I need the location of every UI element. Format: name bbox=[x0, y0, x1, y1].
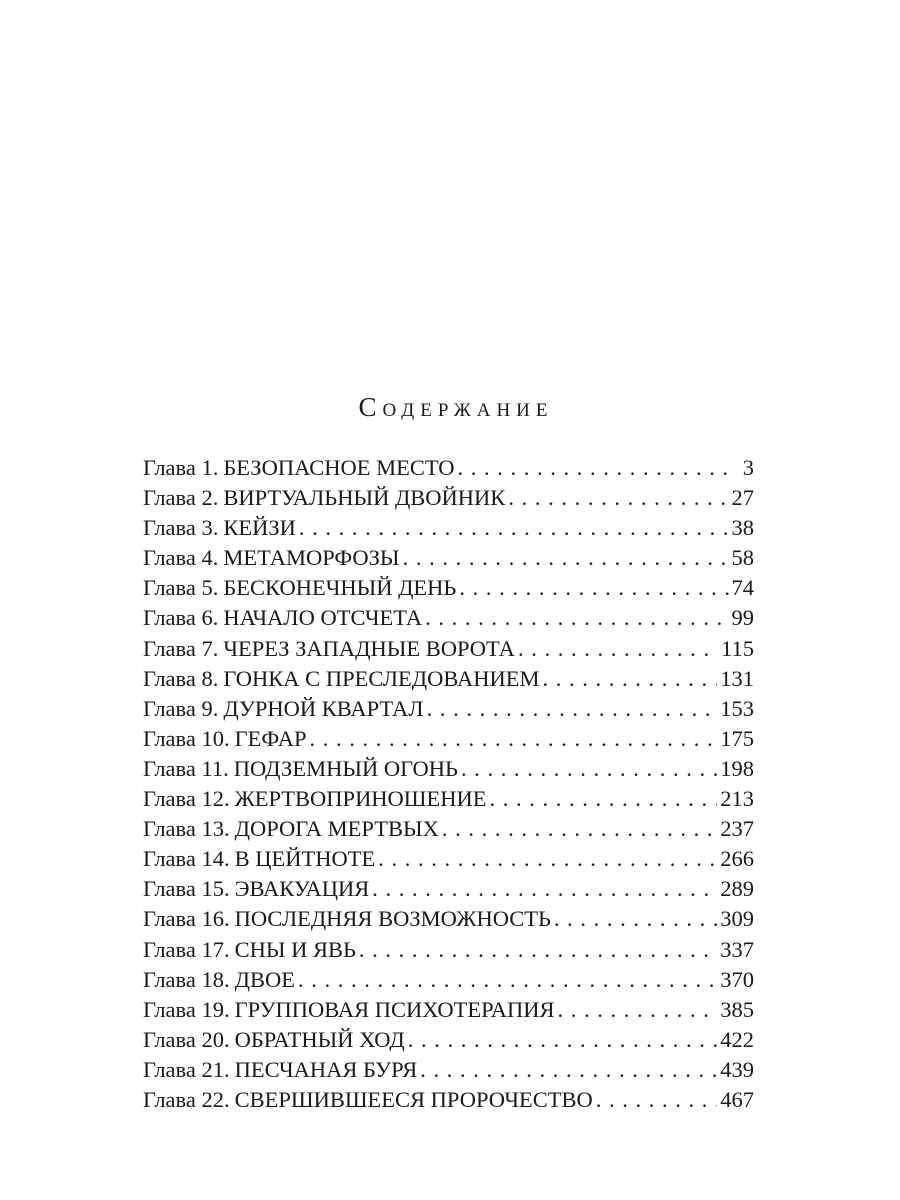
toc-entry-label bbox=[143, 814, 439, 844]
toc-dot-leader bbox=[427, 694, 718, 724]
toc-entry bbox=[143, 513, 754, 543]
toc-page-number: 439 bbox=[720, 1056, 754, 1082]
toc-chapter-name: ЖЕРТВОПРИНОШЕНИЕ bbox=[234, 786, 487, 812]
toc-chapter-number: Глава 15. bbox=[143, 876, 230, 902]
toc-chapter-name: ЧЕРЕЗ ЗАПАДНЫЕ ВОРОТА bbox=[223, 635, 515, 661]
toc-entry bbox=[143, 995, 754, 1025]
toc-chapter-number: Глава 22. bbox=[143, 1086, 230, 1112]
toc-entry bbox=[143, 483, 754, 513]
toc-page-number: 213 bbox=[720, 786, 754, 812]
toc-dot-leader bbox=[298, 965, 717, 995]
toc-entry-label bbox=[143, 1055, 417, 1085]
toc-chapter-number: Глава 10. bbox=[143, 725, 230, 751]
toc-dot-leader bbox=[372, 874, 717, 904]
toc-dot-leader bbox=[596, 1085, 717, 1115]
toc-page-number: 385 bbox=[720, 996, 754, 1022]
toc-entry bbox=[143, 844, 754, 874]
toc-entry bbox=[143, 453, 754, 483]
toc-chapter-number: Глава 7. bbox=[143, 635, 219, 661]
toc-chapter-name: ВИРТУАЛЬНЫЙ ДВОЙНИК bbox=[223, 485, 506, 511]
toc-entry-label bbox=[143, 453, 455, 483]
toc-dot-leader bbox=[408, 1025, 717, 1055]
toc-page-number: 370 bbox=[720, 966, 754, 992]
toc-entry-label bbox=[143, 754, 458, 784]
toc-chapter-name: ДВОЕ bbox=[234, 966, 295, 992]
toc-chapter-name: ДОРОГА МЕРТВЫХ bbox=[234, 816, 439, 842]
toc-dot-leader bbox=[458, 453, 737, 483]
toc-page-number: 115 bbox=[721, 635, 754, 661]
toc-entry-label bbox=[143, 965, 295, 995]
toc-chapter-number: Глава 12. bbox=[143, 786, 230, 812]
toc-chapter-name: ГРУППОВАЯ ПСИХОТЕРАПИЯ bbox=[234, 996, 555, 1022]
toc-dot-leader bbox=[442, 814, 717, 844]
toc-chapter-number: Глава 2. bbox=[143, 485, 219, 511]
toc-chapter-name: ЭВАКУАЦИЯ bbox=[234, 876, 370, 902]
toc-page-number: 27 bbox=[731, 485, 754, 511]
toc-chapter-name: ПОСЛЕДНЯЯ ВОЗМОЖНОСТЬ bbox=[234, 906, 551, 932]
toc-chapter-number: Глава 8. bbox=[143, 665, 219, 691]
toc-dot-leader bbox=[554, 904, 717, 934]
toc-entry-label bbox=[143, 874, 369, 904]
toc-chapter-number: Глава 16. bbox=[143, 906, 230, 932]
toc-chapter-number: Глава 20. bbox=[143, 1026, 230, 1052]
toc-chapter-number: Глава 14. bbox=[143, 846, 230, 872]
toc-page-number: 175 bbox=[720, 725, 754, 751]
toc-page-number: 58 bbox=[731, 545, 754, 571]
toc-chapter-name: СВЕРШИВШЕЕСЯ ПРОРОЧЕСТВО bbox=[234, 1086, 593, 1112]
toc-chapter-name: СНЫ И ЯВЬ bbox=[234, 936, 356, 962]
toc-entry-label bbox=[143, 483, 505, 513]
toc-entry-label bbox=[143, 1025, 405, 1055]
toc-dot-leader bbox=[490, 784, 718, 814]
toc-entry bbox=[143, 724, 754, 754]
toc-dot-leader bbox=[557, 995, 717, 1025]
toc-entry-label bbox=[143, 784, 487, 814]
toc-dot-leader bbox=[508, 483, 728, 513]
toc-page-number: 237 bbox=[720, 816, 754, 842]
toc-dot-leader bbox=[542, 664, 717, 694]
toc-dot-leader bbox=[299, 513, 729, 543]
toc-entry-label bbox=[143, 694, 424, 724]
toc-chapter-number: Глава 17. bbox=[143, 936, 230, 962]
page-title: Содержание bbox=[358, 392, 554, 422]
toc-chapter-name: ОБРАТНЫЙ ХОД bbox=[234, 1026, 405, 1052]
toc-chapter-name: ПЕСЧАНАЯ БУРЯ bbox=[234, 1056, 418, 1082]
toc-entry bbox=[143, 634, 754, 664]
toc-entry bbox=[143, 694, 754, 724]
toc-entry-label bbox=[143, 513, 296, 543]
toc-chapter-name: БЕСКОНЕЧНЫЙ ДЕНЬ bbox=[223, 575, 457, 601]
toc-entry-label bbox=[143, 603, 422, 633]
toc-chapter-number: Глава 11. bbox=[143, 755, 229, 781]
toc-entry bbox=[143, 935, 754, 965]
toc-chapter-number: Глава 13. bbox=[143, 816, 230, 842]
toc-dot-leader bbox=[359, 935, 717, 965]
toc-entry bbox=[143, 904, 754, 934]
toc-entry-label bbox=[143, 573, 456, 603]
toc-page-number: 153 bbox=[720, 695, 754, 721]
toc-chapter-name: НАЧАЛО ОТСЧЕТА bbox=[223, 605, 423, 631]
toc-page-number: 289 bbox=[720, 876, 754, 902]
toc-chapter-name: В ЦЕЙТНОТЕ bbox=[234, 846, 376, 872]
toc-entry bbox=[143, 874, 754, 904]
toc-page-number: 131 bbox=[720, 665, 754, 691]
toc-page-number: 422 bbox=[720, 1026, 754, 1052]
toc-entry bbox=[143, 543, 754, 573]
toc-entry bbox=[143, 1055, 754, 1085]
toc-chapter-name: ГЕФАР bbox=[234, 725, 307, 751]
toc-entry-label bbox=[143, 724, 306, 754]
toc-entry bbox=[143, 573, 754, 603]
toc-entry-label bbox=[143, 904, 551, 934]
toc-dot-leader bbox=[425, 603, 728, 633]
toc-page-number: 467 bbox=[720, 1086, 754, 1112]
toc-dot-leader bbox=[309, 724, 717, 754]
toc-entry bbox=[143, 814, 754, 844]
toc-chapter-number: Глава 19. bbox=[143, 996, 230, 1022]
toc-entry-label bbox=[143, 844, 375, 874]
toc-dot-leader bbox=[420, 1055, 717, 1085]
toc-chapter-number: Глава 21. bbox=[143, 1056, 230, 1082]
toc-chapter-name: ДУРНОЙ КВАРТАЛ bbox=[223, 695, 424, 721]
toc-chapter-name: ПОДЗЕМНЫЙ ОГОНЬ bbox=[233, 755, 458, 781]
toc-entry bbox=[143, 603, 754, 633]
toc-chapter-number: Глава 18. bbox=[143, 966, 230, 992]
toc-entry bbox=[143, 664, 754, 694]
toc-page-number: 74 bbox=[731, 575, 754, 601]
toc-entry-label bbox=[143, 634, 515, 664]
toc-entry bbox=[143, 965, 754, 995]
toc-page-number: 38 bbox=[731, 515, 754, 541]
toc-chapter-number: Глава 3. bbox=[143, 515, 219, 541]
toc-entry-label bbox=[143, 543, 400, 573]
toc-page-number: 266 bbox=[720, 846, 754, 872]
toc-page-number: 3 bbox=[742, 455, 754, 480]
toc-page-number: 99 bbox=[731, 605, 754, 631]
table-of-contents bbox=[143, 453, 754, 1115]
toc-chapter-number: Глава 1. bbox=[143, 455, 219, 480]
toc-chapter-name: КЕЙЗИ bbox=[223, 515, 296, 541]
toc-chapter-name: ГОНКА С ПРЕСЛЕДОВАНИЕМ bbox=[223, 665, 540, 691]
toc-dot-leader bbox=[461, 754, 717, 784]
toc-chapter-number: Глава 4. bbox=[143, 545, 219, 571]
toc-entry-label bbox=[143, 1085, 593, 1115]
toc-entry-label bbox=[143, 664, 539, 694]
toc-entry bbox=[143, 1025, 754, 1055]
toc-entry-label bbox=[143, 995, 554, 1025]
toc-chapter-name: МЕТАМОРФОЗЫ bbox=[223, 545, 400, 571]
toc-dot-leader bbox=[378, 844, 717, 874]
toc-chapter-number: Глава 6. bbox=[143, 605, 219, 631]
toc-entry bbox=[143, 1085, 754, 1115]
toc-chapter-number: Глава 9. bbox=[143, 695, 219, 721]
toc-dot-leader bbox=[403, 543, 729, 573]
toc-page-number: 198 bbox=[720, 755, 754, 781]
toc-page-number: 337 bbox=[720, 936, 754, 962]
toc-page-number: 309 bbox=[720, 906, 754, 932]
toc-entry bbox=[143, 754, 754, 784]
toc-chapter-number: Глава 5. bbox=[143, 575, 219, 601]
toc-dot-leader bbox=[518, 634, 718, 664]
toc-chapter-name: БЕЗОПАСНОЕ МЕСТО bbox=[223, 455, 455, 480]
toc-entry bbox=[143, 784, 754, 814]
toc-dot-leader bbox=[459, 573, 728, 603]
toc-entry-label bbox=[143, 935, 356, 965]
